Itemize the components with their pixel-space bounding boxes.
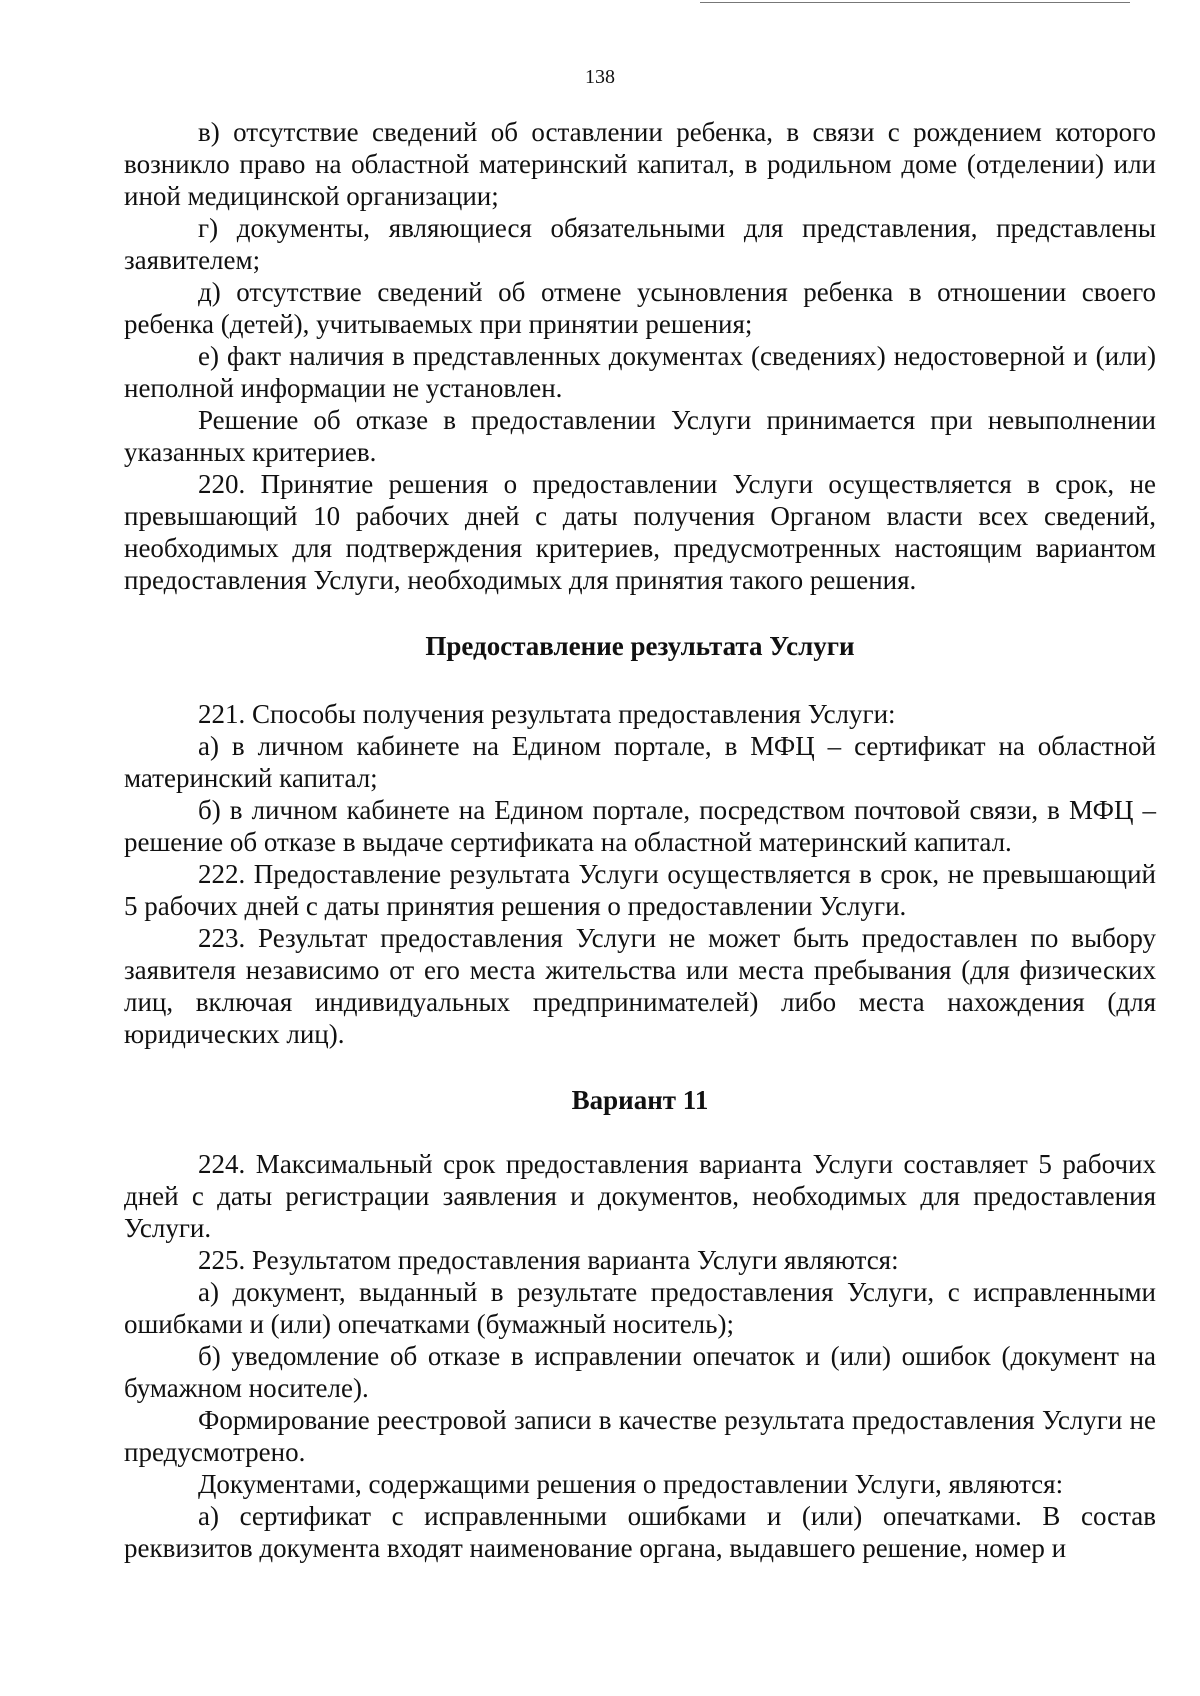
scan-top-rule xyxy=(700,2,1130,3)
paragraph-e: е) факт наличия в представленных документах (сведениях) недостоверной и (или) неполной информации не установлен. xyxy=(124,341,1156,403)
paragraph-decision-documents: Документами, содержащими решения о предоставлении Услуги, являются: xyxy=(198,1469,1064,1499)
paragraph-220: 220. Принятие решения о предоставлении Услуги осуществляется в срок, не превышающий 10 рабочих дней с даты получения Органом власти всех сведений, необходимых для подтверждения критериев, предусмотренных настоящим вариантом предоставления Услуги, необходимых для принятия такого решения. xyxy=(124,469,1156,595)
paragraph-v: в) отсутствие сведений об оставлении ребенка, в связи с рождением которого возникло право на областной материнский капитал, в родильном доме (отделении) или иной медицинской организации; xyxy=(124,117,1156,211)
section-heading-result-provision: Предоставление результата Услуги xyxy=(425,631,855,661)
paragraph-certificate: а) сертификат с исправленными ошибками и (или) опечатками. В состав реквизитов документа входят наименование органа, выдавшего решение, номер и xyxy=(124,1501,1156,1563)
page-number: 138 xyxy=(585,66,615,88)
paragraph-222: 222. Предоставление результата Услуги осуществляется в срок, не превышающий 5 рабочих дней с даты принятия решения о предоставлении Услуги. xyxy=(124,859,1156,921)
paragraph-registry-record: Формирование реестровой записи в качестве результата предоставления Услуги не предусмотрено. xyxy=(124,1405,1156,1467)
paragraph-225: 225. Результатом предоставления варианта Услуги являются: xyxy=(198,1245,899,1275)
paragraph-221-b: б) в личном кабинете на Едином портале, посредством почтовой связи, в МФЦ – решение об отказе в выдаче сертификата на областной материнский капитал. xyxy=(124,795,1156,857)
paragraph-221: 221. Способы получения результата предоставления Услуги: xyxy=(198,699,896,729)
paragraph-221-a: а) в личном кабинете на Едином портале, в МФЦ – сертификат на областной материнский капитал; xyxy=(124,731,1156,793)
paragraph-225-b: б) уведомление об отказе в исправлении опечаток и (или) ошибок (документ на бумажном носителе). xyxy=(124,1341,1156,1403)
paragraph-225-a: а) документ, выданный в результате предоставления Услуги, с исправленными ошибками и (или) опечатками (бумажный носитель); xyxy=(124,1277,1156,1339)
paragraph-d: д) отсутствие сведений об отмене усыновления ребенка в отношении своего ребенка (детей), учитываемых при принятии решения; xyxy=(124,277,1156,339)
document-body xyxy=(124,116,1156,1564)
paragraph-refusal-decision: Решение об отказе в предоставлении Услуги принимается при невыполнении указанных критериев. xyxy=(124,405,1156,467)
paragraph-223: 223. Результат предоставления Услуги не может быть предоставлен по выбору заявителя независимо от его места жительства или места пребывания (для физических лиц, включая индивидуальных предпринимателей) либо места нахождения (для юридических лиц). xyxy=(124,923,1156,1049)
paragraph-g: г) документы, являющиеся обязательными для представления, представлены заявителем; xyxy=(124,213,1156,275)
paragraph-224: 224. Максимальный срок предоставления варианта Услуги составляет 5 рабочих дней с даты регистрации заявления и документов, необходимых для предоставления Услуги. xyxy=(124,1149,1156,1243)
section-heading-variant-11: Вариант 11 xyxy=(571,1085,709,1115)
